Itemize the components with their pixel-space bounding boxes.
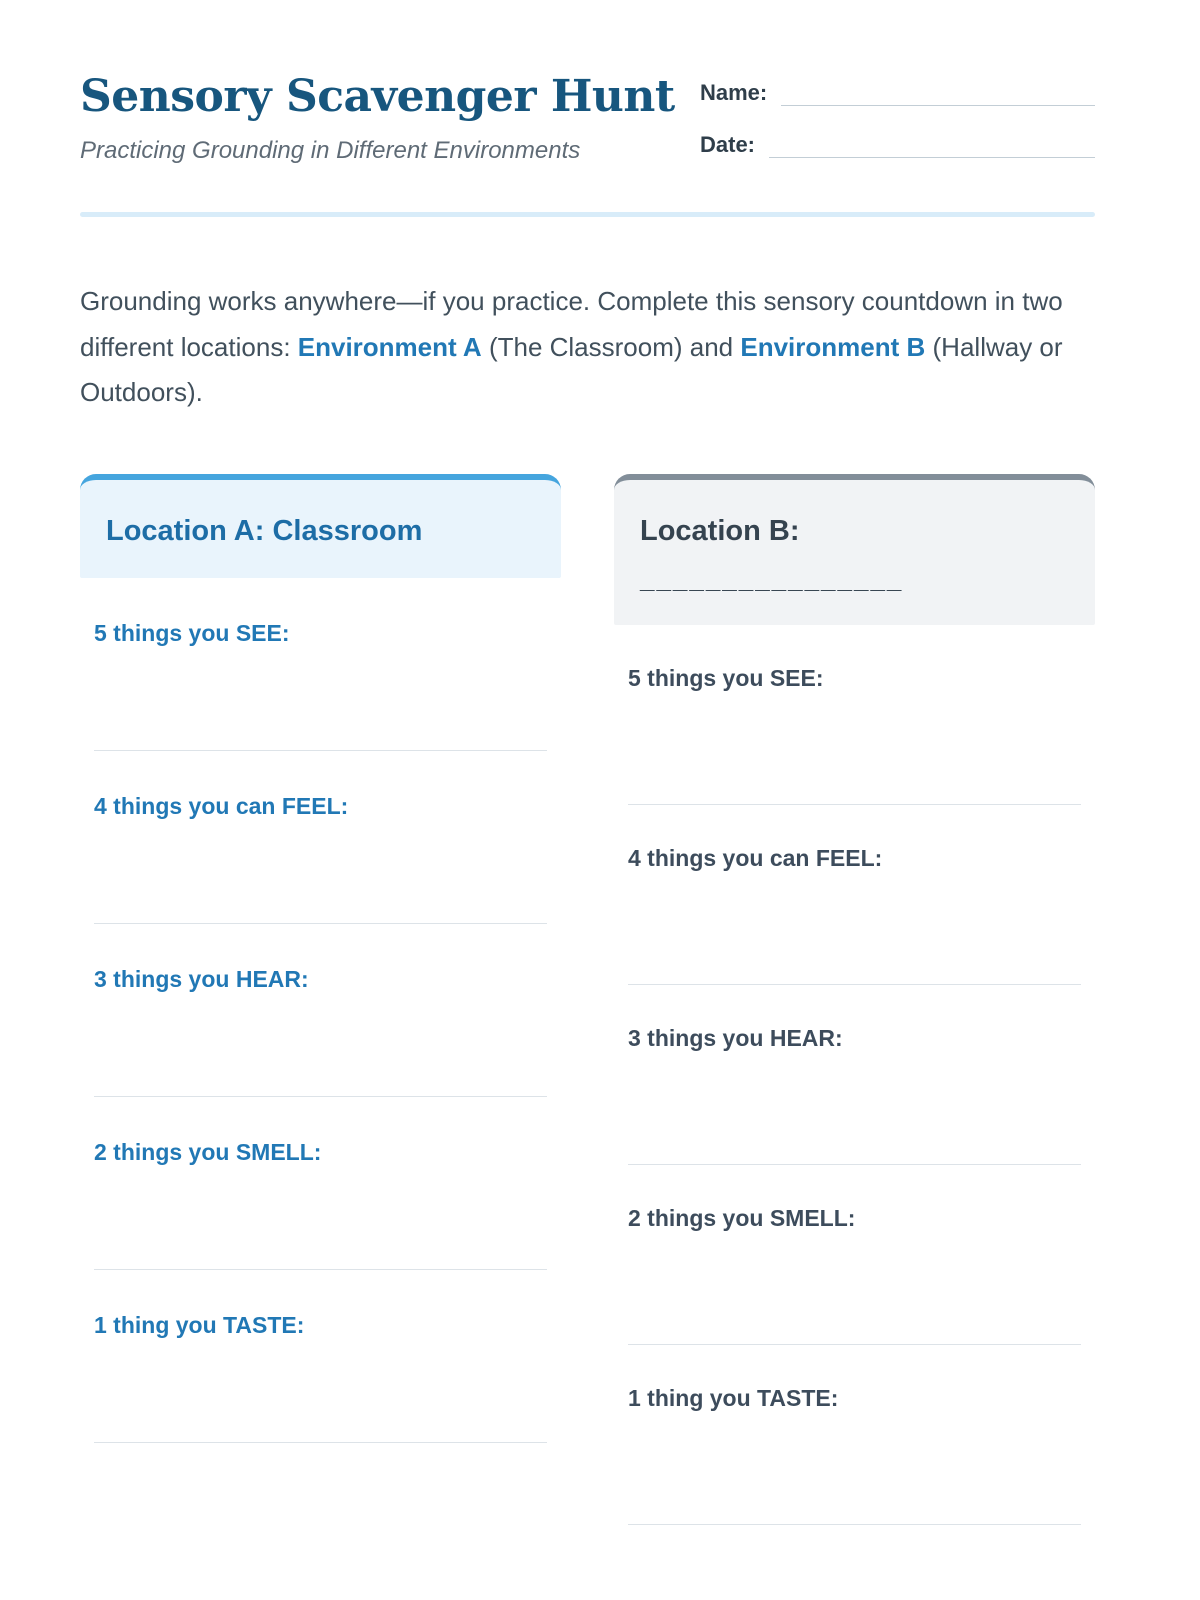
title-block	[80, 72, 675, 165]
intro-text-2: (The Classroom) and	[481, 331, 741, 362]
prompt-label: 2 things you SMELL:	[94, 1139, 322, 1166]
prompt-label: 2 things you SMELL:	[628, 1205, 856, 1232]
answer-space[interactable]	[628, 1052, 1081, 1164]
page-title: Sensory Scavenger Hunt	[80, 71, 675, 122]
location-a-section	[80, 474, 561, 1444]
location-b-header	[614, 474, 1095, 626]
answer-space[interactable]	[94, 993, 547, 1096]
intro-text-3: (Hallway or Outdoors).	[80, 331, 1063, 407]
prompt-item-b-taste	[628, 1345, 1081, 1525]
worksheet-header	[80, 72, 1095, 184]
page-subtitle: Practicing Grounding in Different Environments	[80, 136, 581, 164]
prompt-label: 1 thing you TASTE:	[628, 1385, 839, 1412]
prompt-item-b-hear	[628, 985, 1081, 1165]
prompt-label: 4 things you can FEEL:	[628, 845, 883, 872]
answer-space[interactable]	[628, 872, 1081, 984]
prompt-item-a-hear	[94, 924, 547, 1097]
prompt-item-b-feel	[628, 805, 1081, 985]
answer-space[interactable]	[628, 692, 1081, 804]
prompt-label: 5 things you SEE:	[628, 665, 824, 692]
name-input-line[interactable]	[781, 80, 1095, 106]
answer-line[interactable]	[628, 1524, 1081, 1525]
name-date-block	[700, 72, 1095, 184]
answer-space[interactable]	[94, 1339, 547, 1442]
prompt-item-b-smell	[628, 1165, 1081, 1345]
environment-b-ref: Environment B	[740, 331, 926, 362]
name-field	[700, 80, 1095, 106]
prompt-item-a-taste	[94, 1270, 547, 1443]
prompt-item-a-feel	[94, 751, 547, 924]
answer-line[interactable]	[94, 1442, 547, 1443]
prompt-label: 5 things you SEE:	[94, 620, 290, 647]
location-b-title: Location B:	[640, 514, 800, 547]
location-a-header	[80, 474, 561, 579]
prompt-label: 4 things you can FEEL:	[94, 793, 349, 820]
date-input-line[interactable]	[769, 132, 1095, 158]
location-b-name-line[interactable]: ________________	[640, 564, 904, 595]
answer-space[interactable]	[94, 820, 547, 923]
answer-space[interactable]	[94, 647, 547, 750]
locations-columns	[80, 474, 1095, 1526]
prompt-label: 1 thing you TASTE:	[94, 1312, 305, 1339]
prompt-item-a-smell	[94, 1097, 547, 1270]
header-divider	[80, 212, 1095, 217]
prompt-label: 3 things you HEAR:	[94, 966, 309, 993]
date-label: Date:	[700, 132, 756, 157]
prompt-label: 3 things you HEAR:	[628, 1025, 843, 1052]
intro-paragraph	[80, 279, 1090, 416]
location-b-items	[614, 625, 1095, 1525]
intro-text-1: Grounding works anywhere—if you practice. Complete this sensory countdown in two different locations:	[80, 286, 1063, 362]
date-field	[700, 132, 1095, 158]
location-b-section	[614, 474, 1095, 1526]
prompt-item-a-see	[94, 578, 547, 751]
environment-a-ref: Environment A	[297, 331, 482, 362]
name-label: Name:	[700, 80, 768, 105]
answer-space[interactable]	[628, 1232, 1081, 1344]
location-a-title: Location A: Classroom	[106, 514, 423, 547]
prompt-item-b-see	[628, 625, 1081, 805]
answer-space[interactable]	[628, 1412, 1081, 1524]
location-a-items	[80, 578, 561, 1443]
answer-space[interactable]	[94, 1166, 547, 1269]
